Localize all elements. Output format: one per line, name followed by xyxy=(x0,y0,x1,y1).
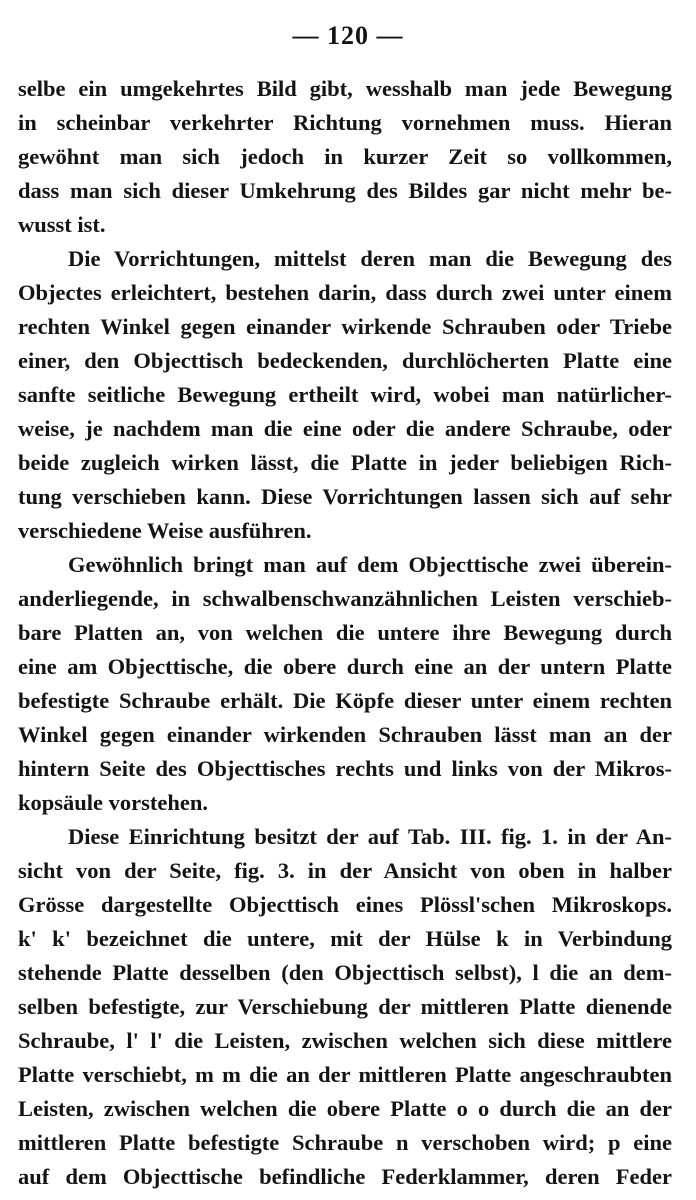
text-line: Grösse dargestellte Objecttisch eines Plössl'schen Mikroskops. xyxy=(18,892,672,917)
text-line: gewöhnt man sich jedoch in kurzer Zeit so vollkommen, xyxy=(18,144,672,169)
text-line: beide zugleich wirken lässt, die Platte in jeder beliebigen Rich- xyxy=(18,450,672,475)
text-line: selbe ein umgekehrtes Bild gibt, wesshalb man jede Bewegung xyxy=(18,76,672,101)
text-line: einer, den Objecttisch bedeckenden, durchlöcherten Platte eine xyxy=(18,348,672,373)
text-line: Leisten, zwischen welchen die obere Platte o o durch die an der xyxy=(18,1096,672,1121)
text-line: Objectes erleichtert, bestehen darin, dass durch zwei unter einem xyxy=(18,280,672,305)
text-line: selben befestigte, zur Verschiebung der mittleren Platte dienende xyxy=(18,994,672,1019)
text-line: bare Platten an, von welchen die untere ihre Bewegung durch xyxy=(18,620,672,645)
text-line: mittleren Platte befestigte Schraube n verschoben wird; p eine xyxy=(18,1130,672,1155)
text-line: sicht von der Seite, fig. 3. in der Ansicht von oben in halber xyxy=(18,858,672,883)
text-line: kopsäule vorstehen. xyxy=(18,790,209,815)
text-line: Die Vorrichtungen, mittelst deren man die Bewegung des xyxy=(68,246,672,271)
text-line: Schraube, l' l' die Leisten, zwischen welchen sich diese mittlere xyxy=(18,1028,672,1053)
text-line: verschiedene Weise ausführen. xyxy=(18,518,312,543)
text-line: hintern Seite des Objecttisches rechts und links von der Mikros- xyxy=(18,756,672,781)
text-line: stehende Platte desselben (den Objecttisch selbst), l die an dem- xyxy=(18,960,672,985)
text-line: befestigte Schraube erhält. Die Köpfe dieser unter einem rechten xyxy=(18,688,672,713)
text-line: Gewöhnlich bringt man auf dem Objecttische zwei überein- xyxy=(68,552,672,577)
text-line: Winkel gegen einander wirkenden Schrauben lässt man an der xyxy=(18,722,672,747)
body-text xyxy=(18,72,672,1194)
text-line: tung verschieben kann. Diese Vorrichtungen lassen sich auf sehr xyxy=(18,484,672,509)
text-line: in scheinbar verkehrter Richtung vornehmen muss. Hieran xyxy=(18,110,672,135)
text-line: sanfte seitliche Bewegung ertheilt wird, wobei man natürlicher- xyxy=(18,382,672,407)
text-line: dass man sich dieser Umkehrung des Bildes gar nicht mehr be- xyxy=(18,178,672,203)
text-line: weise, je nachdem man die eine oder die andere Schraube, oder xyxy=(18,416,672,441)
text-line: rechten Winkel gegen einander wirkende Schrauben oder Triebe xyxy=(18,314,672,339)
page-number-header: — 120 — xyxy=(292,21,404,50)
text-line: anderliegende, in schwalbenschwanzähnlichen Leisten verschieb- xyxy=(18,586,672,611)
text-line: Diese Einrichtung besitzt der auf Tab. III. fig. 1. in der An- xyxy=(68,824,672,849)
text-line: auf dem Objecttische befindliche Federklammer, deren Feder xyxy=(18,1164,672,1189)
text-line: eine am Objecttische, die obere durch eine an der untern Platte xyxy=(18,654,672,679)
text-line: k' k' bezeichnet die untere, mit der Hülse k in Verbindung xyxy=(18,926,672,951)
text-line: wusst ist. xyxy=(18,212,106,237)
text-line: Platte verschiebt, m m die an der mittleren Platte angeschraubten xyxy=(18,1062,672,1087)
